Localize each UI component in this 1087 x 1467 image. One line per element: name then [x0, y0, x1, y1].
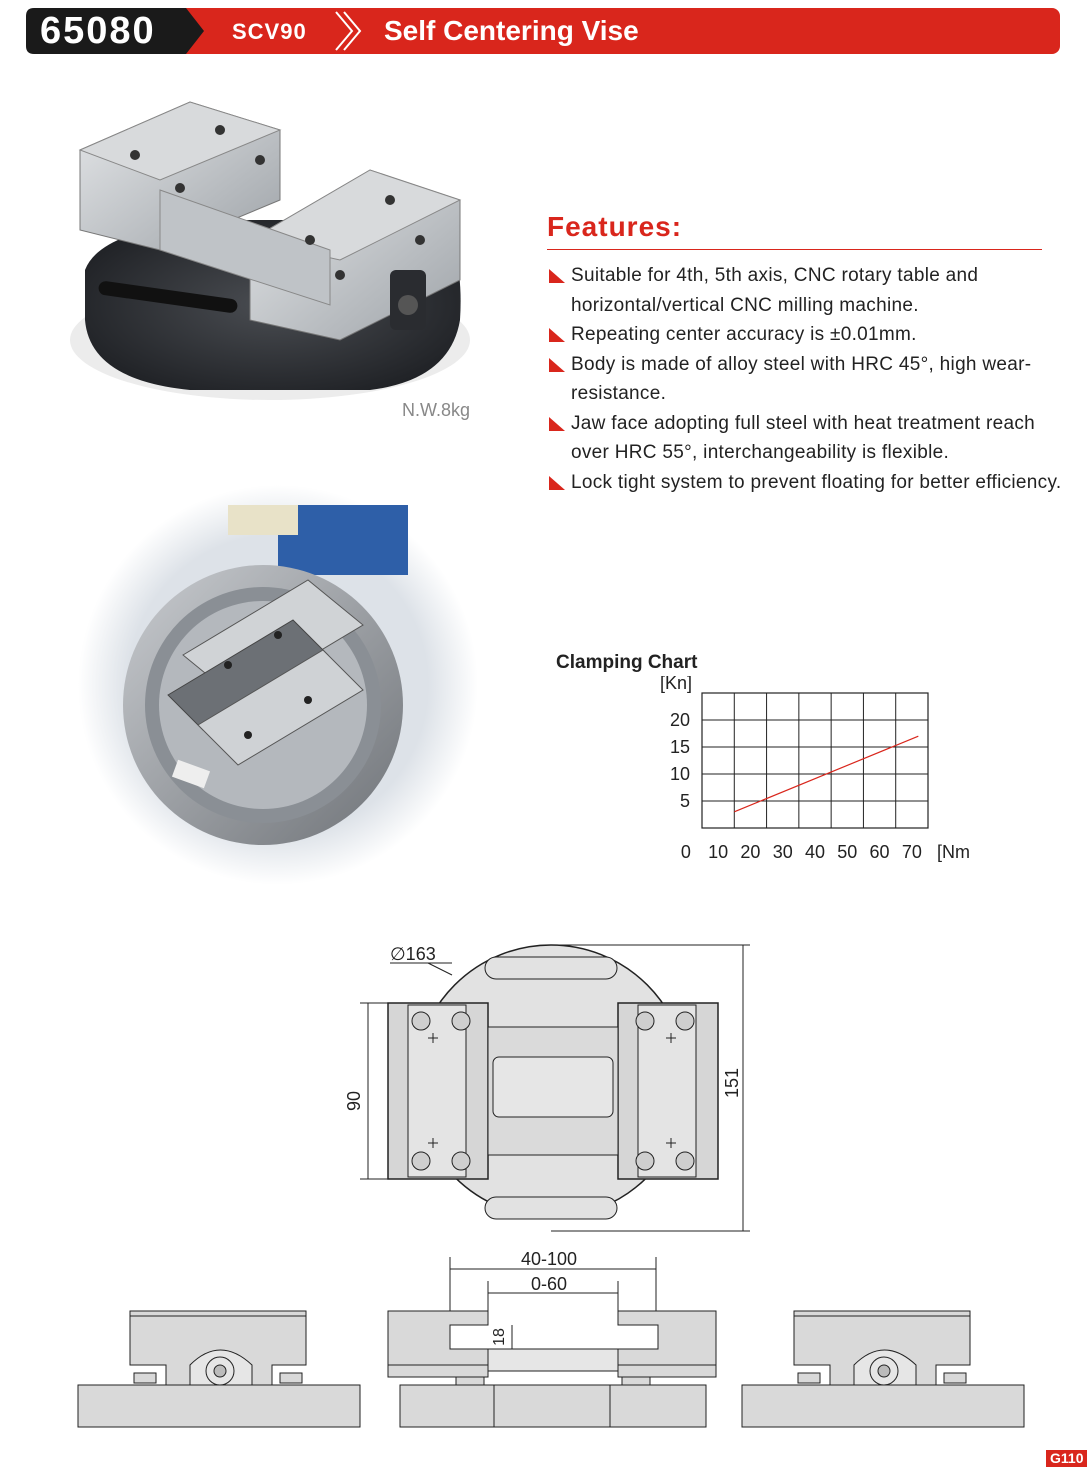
bullet-triangle-icon	[549, 417, 565, 431]
chart-y-axis-label: [Kn]	[659, 676, 692, 693]
top-view-drawing	[330, 935, 780, 1235]
header-chevron-icon	[330, 8, 370, 54]
range-outer-label: 40-100	[520, 1249, 578, 1269]
chart-x-tick-label: 40	[804, 842, 826, 862]
side-view-drawings	[70, 1245, 1040, 1435]
product-code: 65080	[40, 10, 156, 52]
chart-x-tick-label: 30	[772, 842, 793, 862]
range-inner-label: 0-60	[530, 1274, 568, 1294]
chart-x-tick-label: 0	[680, 842, 691, 862]
chart-x-tick-label: 20	[740, 842, 761, 862]
chart-y-tick-label: 20	[669, 710, 690, 730]
chart-y-tick-label: 15	[669, 737, 690, 757]
chart-x-axis-label: [Nm	[937, 842, 970, 862]
bullet-triangle-icon	[549, 476, 565, 490]
page-number: G110	[1046, 1450, 1087, 1467]
chart-x-tick-label: 70	[901, 842, 922, 862]
width-label: 90	[344, 1090, 364, 1112]
features-title: Features:	[547, 211, 683, 242]
bullet-triangle-icon	[549, 328, 565, 342]
feature-item: Body is made of alloy steel with HRC 45°, high wear-resistance.	[547, 350, 1067, 409]
application-image	[78, 485, 478, 885]
chart-frame	[702, 693, 928, 828]
bullet-triangle-icon	[549, 269, 565, 283]
chart-x-tick-label: 50	[837, 842, 858, 862]
feature-item: Repeating center accuracy is ±0.01mm.	[547, 320, 1067, 350]
chart-y-tick-label: 5	[679, 791, 690, 811]
clamping-chart	[630, 676, 1010, 891]
feature-item: Jaw face adopting full steel with heat treatment reach over HRC 55°, interchangeability is flexible.	[547, 409, 1067, 468]
chart-x-tick-label: 60	[869, 842, 890, 862]
product-title: Self Centering Vise	[384, 15, 639, 46]
feature-item: Lock tight system to prevent floating for better efficiency.	[547, 468, 1067, 498]
features-divider	[547, 249, 1042, 250]
feature-item: Suitable for 4th, 5th axis, CNC rotary table and horizontal/vertical CNC milling machine.	[547, 261, 1067, 320]
bullet-triangle-icon	[549, 358, 565, 372]
product-model: SCV90	[232, 19, 307, 44]
chart-x-tick-label: 10	[708, 842, 729, 862]
net-weight: N.W.8kg	[402, 400, 471, 420]
chart-title: Clamping Chart	[556, 652, 698, 673]
jaw-height-label: 18	[491, 1328, 508, 1346]
vise-product-image	[70, 90, 470, 420]
diameter-label: ∅163	[390, 944, 436, 964]
chart-y-tick-label: 10	[669, 764, 690, 784]
length-label: 151	[722, 1067, 742, 1099]
features-list	[547, 261, 1067, 497]
